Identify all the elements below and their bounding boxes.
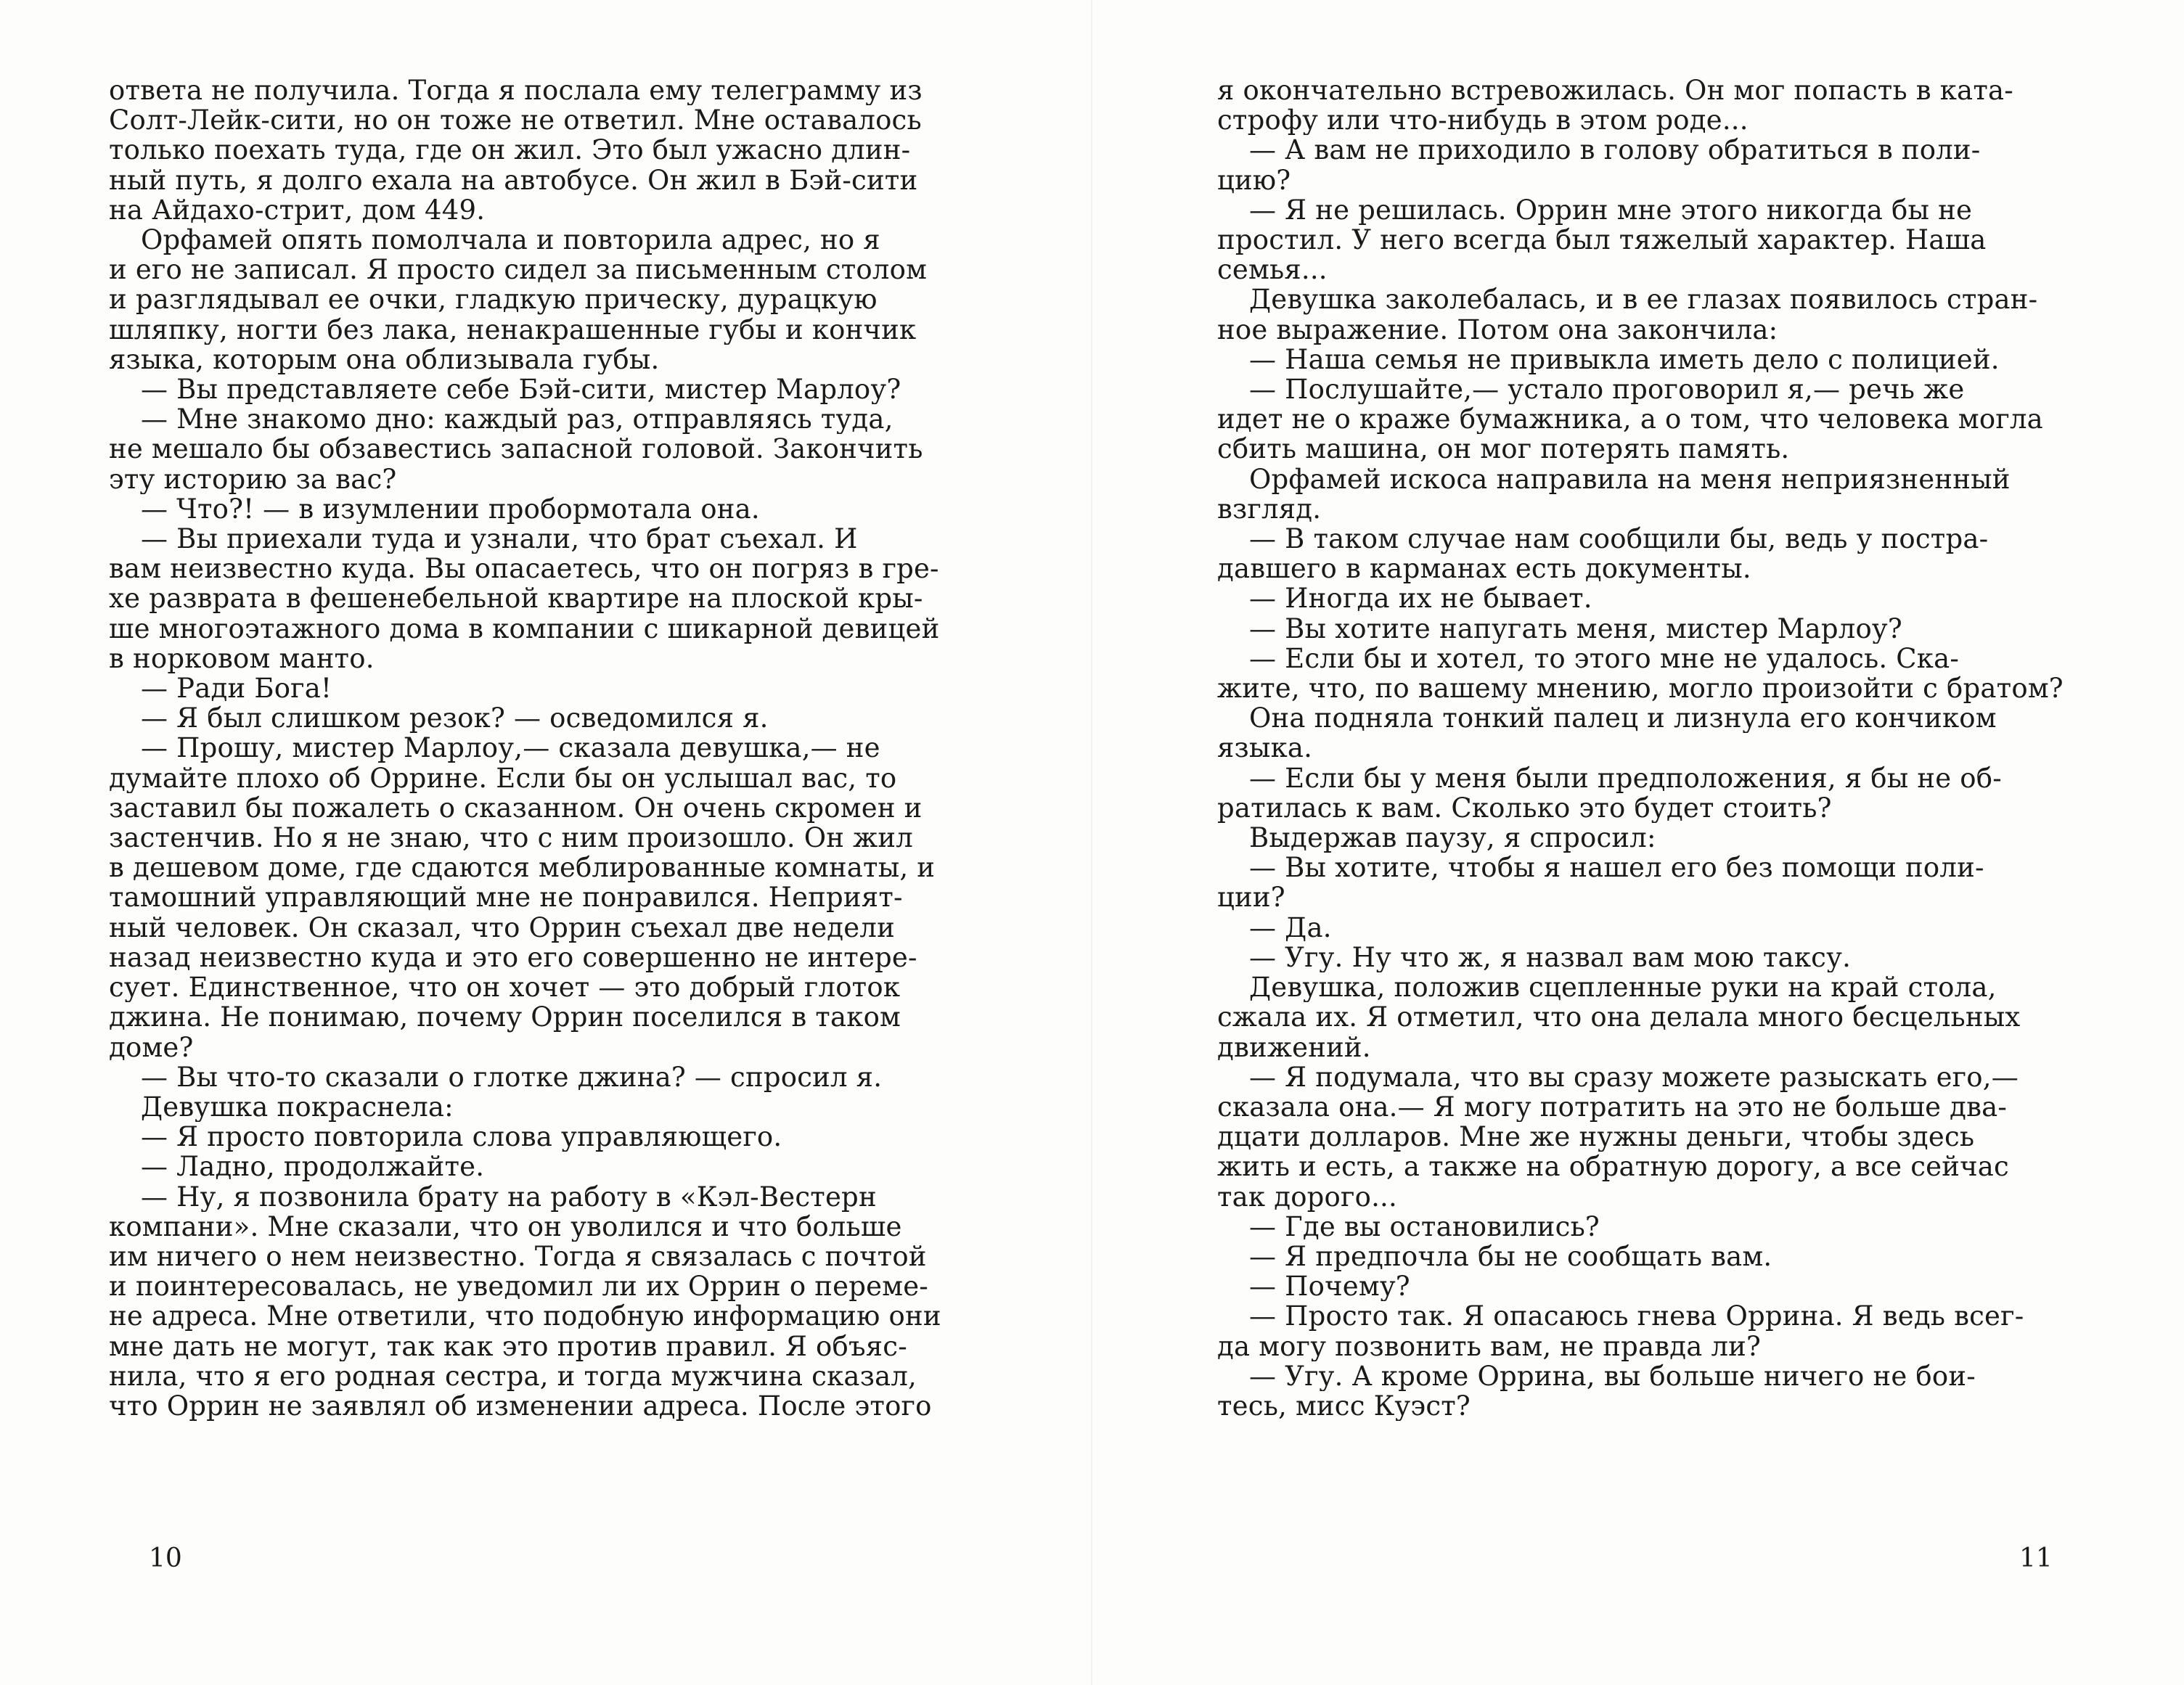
- text-line: языка, которым она облизывала губы.: [109, 344, 660, 375]
- text-line: — Я был слишком резок? — осведомился я.: [141, 703, 769, 734]
- text-line: — Вы что-то сказали о глотке джина? — спросил я.: [141, 1062, 883, 1092]
- text-line: — Просто так. Я опасаюсь гнева Оррина. Я ведь всег-: [1249, 1301, 2024, 1332]
- text-line: языка.: [1217, 733, 1313, 763]
- text-line: Девушка, положив сцепленные руки на край стола,: [1249, 972, 1997, 1003]
- text-line: Орфамей опять помолчала и повторила адрес, но я: [141, 225, 880, 255]
- text-line: строфу или что-нибудь в этом роде...: [1217, 105, 1749, 136]
- text-line: — Угу. Ну что ж, я назвал вам мою таксу.: [1249, 942, 1852, 973]
- text-line: ный путь, я долго ехала на автобусе. Он жил в Бэй-сити: [109, 165, 918, 195]
- text-line: — Я просто повторила слова управляющего.: [141, 1122, 782, 1152]
- text-line: в дешевом доме, где сдаются меблированные комнаты, и: [109, 853, 936, 883]
- text-line: — Послушайте,— устало проговорил я,— речь же: [1249, 374, 1965, 405]
- text-line: — Я предпочла бы не сообщать вам.: [1249, 1241, 1772, 1272]
- text-line: не адреса. Мне ответили, что подобную информацию они: [109, 1301, 941, 1332]
- text-line: — Вы представляете себе Бэй-сити, мистер Марлоу?: [141, 374, 901, 405]
- text-line: не мешало бы обзавестись запасной головой. Закончить: [109, 434, 923, 464]
- text-line: тамошний управляющий мне не понравился. Неприят-: [109, 882, 903, 913]
- text-line: ции?: [1217, 882, 1285, 913]
- text-line: застенчив. Но я не знаю, что с ним произошло. Он жил: [109, 823, 913, 853]
- text-line: эту историю за вас?: [109, 464, 397, 494]
- right-page-number: 11: [2019, 1543, 2053, 1573]
- text-line: — Если бы и хотел, то этого мне не удалось. Ска-: [1249, 643, 1960, 674]
- text-line: доме?: [109, 1032, 194, 1062]
- right-page-text: [1217, 75, 2120, 1421]
- text-line: — Наша семья не привыкла иметь дело с полицией.: [1249, 344, 2000, 375]
- text-line: только поехать туда, где он жил. Это был ужасно длин-: [109, 135, 911, 165]
- text-line: — Иногда их не бывает.: [1249, 583, 1592, 614]
- text-line: ратилась к вам. Сколько это будет стоить?: [1217, 792, 1832, 824]
- text-line: ше многоэтажного дома в компании с шикарной девицей: [109, 613, 940, 644]
- text-line: — Ладно, продолжайте.: [141, 1152, 485, 1182]
- text-line: мне дать не могут, так как это против правил. Я объяс-: [109, 1331, 907, 1361]
- text-line: тесь, мисс Куэст?: [1217, 1390, 1471, 1422]
- text-line: на Айдахо-стрит, дом 449.: [109, 194, 486, 226]
- text-line: и разглядывал ее очки, гладкую прическу, дурацкую: [109, 284, 878, 315]
- text-line: сует. Единственное, что он хочет — это добрый глоток: [109, 972, 901, 1003]
- text-line: Девушка покраснела:: [141, 1091, 454, 1123]
- text-line: взгляд.: [1217, 493, 1322, 525]
- text-line: шляпку, ногти без лака, ненакрашенные губы и кончик: [109, 314, 917, 345]
- text-line: — Ну, я позвонила брату на работу в «Кэл-Вестерн: [141, 1181, 877, 1212]
- text-line: дцати долларов. Мне же нужны деньги, чтобы здесь: [1217, 1122, 1975, 1152]
- text-line: — А вам не приходило в голову обратиться в поли-: [1249, 135, 1981, 165]
- text-line: сжала их. Я отметил, что она делала много бесцельных: [1217, 1002, 2021, 1033]
- text-line: сказала она.— Я могу потратить на это не больше два-: [1217, 1091, 2008, 1123]
- text-line: нила, что я его родная сестра, и тогда мужчина сказал,: [109, 1361, 917, 1391]
- text-line: жить и есть, а также на обратную дорогу, а все сейчас: [1217, 1152, 2009, 1182]
- text-line: идет не о краже бумажника, а о том, что человека могла: [1217, 404, 2043, 435]
- text-line: вам неизвестно куда. Вы опасаетесь, что он погряз в гре-: [109, 554, 939, 584]
- text-line: им ничего о нем неизвестно. Тогда я связалась с почтой: [109, 1241, 927, 1272]
- text-line: — Если бы у меня были предположения, я бы не об-: [1249, 763, 2002, 793]
- text-line: джина. Не понимаю, почему Оррин поселился в таком: [109, 1002, 901, 1033]
- text-line: жите, что, по вашему мнению, могло произойти с братом?: [1217, 673, 2064, 704]
- text-line: заставил бы пожалеть о сказанном. Он очень скромен и: [109, 792, 923, 824]
- text-line: Девушка заколебалась, и в ее глазах появилось стран-: [1249, 284, 2038, 315]
- text-line: думайте плохо об Оррине. Если бы он услышал вас, то: [109, 763, 897, 793]
- text-line: — Почему?: [1249, 1271, 1410, 1302]
- text-line: — Прошу, мистер Марлоу,— сказала девушка,— не: [141, 733, 880, 763]
- text-line: движений.: [1217, 1032, 1371, 1062]
- text-line: ный человек. Он сказал, что Оррин съехал две недели: [109, 912, 895, 943]
- text-line: семья...: [1217, 255, 1328, 285]
- left-page-number: 10: [149, 1543, 182, 1573]
- text-line: цию?: [1217, 165, 1291, 195]
- text-line: — Да.: [1249, 912, 1332, 943]
- text-line: Выдержав паузу, я спросил:: [1249, 823, 1656, 853]
- text-line: — Что?! — в изумлении пробормотала она.: [141, 493, 760, 525]
- text-line: — Я подумала, что вы сразу можете разыскать его,—: [1249, 1062, 2019, 1092]
- right-page: [1092, 0, 2184, 1685]
- text-line: — Вы хотите напугать меня, мистер Марлоу?: [1249, 613, 1902, 644]
- text-line: я окончательно встревожилась. Он мог попасть в ката-: [1217, 75, 2013, 106]
- text-line: в норковом манто.: [109, 643, 375, 674]
- text-line: — Ради Бога!: [141, 673, 332, 704]
- text-line: — Вы хотите, чтобы я нашел его без помощи поли-: [1249, 853, 1984, 883]
- text-line: — Мне знакомо дно: каждый раз, отправляясь туда,: [141, 404, 893, 435]
- text-line: — Где вы остановились?: [1249, 1211, 1600, 1242]
- text-line: — Вы приехали туда и узнали, что брат съехал. И: [141, 524, 858, 554]
- text-line: Орфамей искоса направила на меня неприязненный: [1249, 464, 2011, 494]
- text-line: давшего в карманах есть документы.: [1217, 554, 1751, 584]
- text-line: назад неизвестно куда и это его совершенно не интере-: [109, 942, 917, 973]
- text-line: компани». Мне сказали, что он уволился и что больше: [109, 1211, 902, 1242]
- text-line: простил. У него всегда был тяжелый характер. Наша: [1217, 225, 1987, 255]
- text-line: и его не записал. Я просто сидел за письменным столом: [109, 255, 928, 285]
- text-line: и поинтересовалась, не уведомил ли их Оррин о переме-: [109, 1271, 929, 1302]
- text-line: что Оррин не заявлял об изменении адреса. После этого: [109, 1390, 932, 1422]
- text-line: — Угу. А кроме Оррина, вы больше ничего не бои-: [1249, 1361, 1976, 1391]
- text-line: сбить машина, он мог потерять память.: [1217, 434, 1790, 464]
- text-line: да могу позвонить вам, не правда ли?: [1217, 1331, 1762, 1361]
- text-line: хе разврата в фешенебельной квартире на плоской кры-: [109, 583, 923, 614]
- left-page-text: [109, 75, 996, 1421]
- text-line: — Я не решилась. Оррин мне этого никогда бы не: [1249, 194, 1973, 226]
- text-line: Она подняла тонкий палец и лизнула его кончиком: [1249, 703, 1997, 734]
- text-line: ное выражение. Потом она закончила:: [1217, 314, 1778, 345]
- text-line: так дорого...: [1217, 1181, 1397, 1212]
- text-line: — В таком случае нам сообщили бы, ведь у постра-: [1249, 524, 1989, 554]
- text-line: Солт-Лейк-сити, но он тоже не ответил. Мне оставалось: [109, 105, 922, 136]
- text-line: ответа не получила. Тогда я послала ему телеграмму из: [109, 75, 923, 106]
